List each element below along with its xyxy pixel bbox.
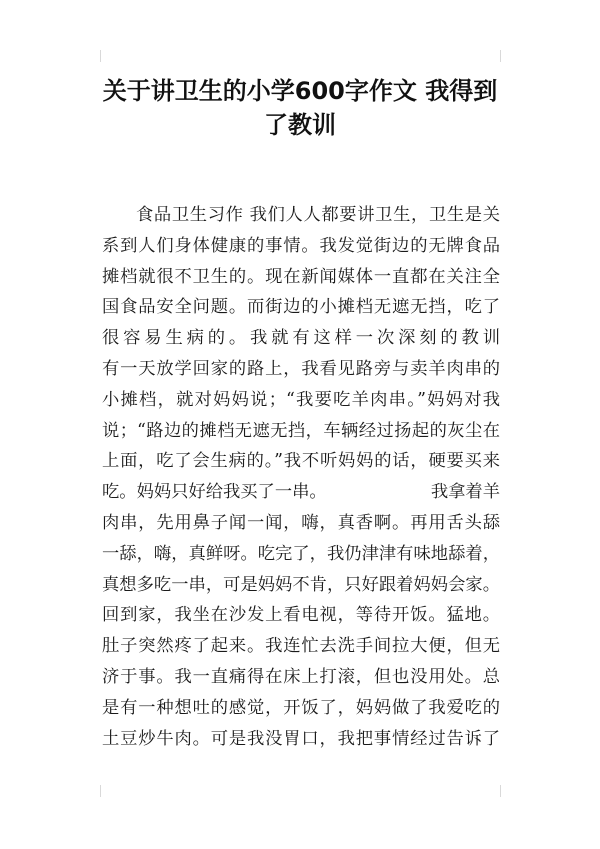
title-line-2: 了教训: [264, 111, 336, 139]
body-line: 肚子突然疼了起来。我连忙去洗手间拉大便，但无: [102, 636, 500, 657]
page-corner-mark: [100, 785, 101, 797]
document-title: [80, 74, 520, 142]
body-line: [102, 477, 500, 508]
body-line: 系到人们身体健康的事情。我发觉街边的无牌食品: [102, 235, 500, 256]
body-line: 很容易生病的。我就有这样一次深刻的教训: [102, 328, 500, 349]
essay-body: [102, 200, 500, 754]
body-line: 济于事。我一直痛得在床上打滚，但也没用处。总: [102, 666, 500, 687]
body-line: 有一天放学回家的路上，我看见路旁与卖羊肉串的: [102, 358, 500, 379]
page-corner-mark: [500, 50, 501, 62]
body-line: 摊档就很不卫生的。现在新闻媒体一直都在关注全: [102, 266, 500, 287]
title-line-1: 关于讲卫生的小学600字作文 我得到: [102, 77, 498, 105]
body-line: 真想多吃一串，可是妈妈不肯，只好跟着妈妈会家。: [102, 574, 500, 595]
body-line: 一舔，嗨，真鲜呀。吃完了，我仍津津有味地舔着，: [102, 543, 500, 564]
page-corner-mark: [500, 785, 501, 797]
body-line: 土豆炒牛肉。可是我没胃口，我把事情经过告诉了: [102, 728, 500, 749]
body-line: 食品卫生习作 我们人人都要讲卫生，卫生是关: [136, 205, 500, 225]
body-line: 国食品安全问题。而街边的小摊档无遮无挡，吃了: [102, 297, 500, 318]
body-line: 说；“路边的摊档无遮无挡，车辆经过扬起的灰尘在: [102, 420, 500, 441]
body-line: 是有一种想吐的感觉，开饭了，妈妈做了我爱吃的: [102, 697, 500, 718]
page-corner-mark: [100, 50, 101, 62]
body-line: 肉串，先用鼻子闻一闻，嗨，真香啊。再用舌头舔: [102, 512, 500, 533]
body-line: 上面，吃了会生病的。”我不听妈妈的话，硬要买来: [102, 451, 500, 472]
body-line-end: 我拿着羊: [430, 482, 500, 503]
body-line: 小摊档，就对妈妈说；“我要吃羊肉串。”妈妈对我: [102, 389, 500, 410]
body-line-start: 吃。妈妈只好给我买了一串。: [102, 482, 327, 503]
body-line: 回到家，我坐在沙发上看电视，等待开饭。猛地。: [102, 605, 500, 626]
